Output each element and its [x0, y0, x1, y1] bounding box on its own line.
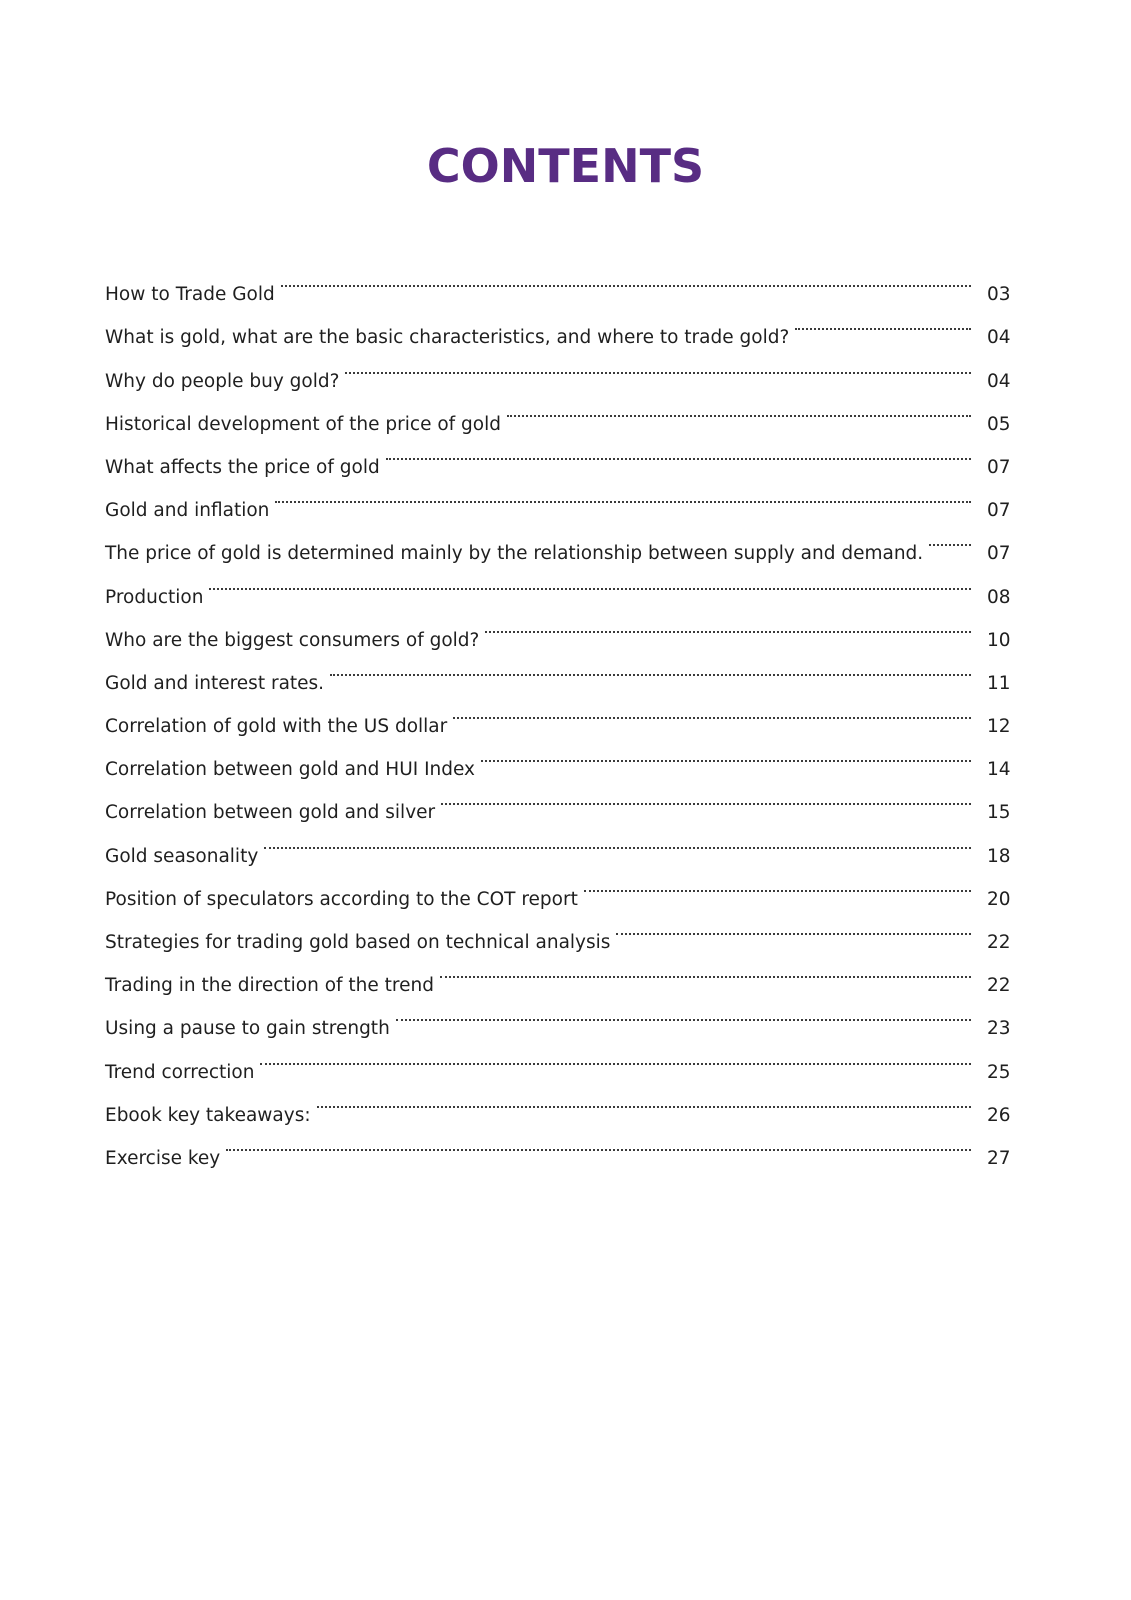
dot-leader — [396, 991, 971, 1034]
toc-entry-page-number: 27 — [987, 1147, 1011, 1169]
dot-leader — [209, 559, 971, 602]
toc-entry-label: The price of gold is determined mainly by the relationship between supply and demand. — [105, 543, 924, 565]
toc-entry-page-number: 07 — [987, 543, 1011, 565]
toc-entry-page-number: 08 — [987, 586, 1011, 608]
toc-entry-label: Ebook key takeaways: — [105, 1104, 311, 1126]
dot-leader — [453, 689, 971, 732]
toc-entry-page-number: 25 — [987, 1061, 1011, 1083]
dot-leader — [929, 516, 971, 559]
dot-leader — [281, 257, 971, 300]
dot-leader — [507, 387, 971, 430]
toc-entry-label: Correlation between gold and silver — [105, 802, 436, 824]
page-title: CONTENTS — [426, 139, 705, 193]
toc-entry[interactable] — [105, 603, 1025, 651]
toc-entry[interactable] — [105, 1121, 1025, 1169]
toc-entry-page-number: 12 — [987, 716, 1011, 738]
toc-entry-label: What is gold, what are the basic characteristics, and where to trade gold? — [105, 327, 790, 349]
toc-entry-label: Gold and inflation — [105, 500, 270, 522]
toc-entry-label: Production — [105, 586, 204, 608]
toc-entry-label: Exercise key — [105, 1147, 221, 1169]
toc-entry-page-number: 15 — [987, 802, 1011, 824]
dot-leader — [264, 818, 971, 861]
toc-entry-page-number: 10 — [987, 629, 1011, 651]
toc-entry-label: Trend correction — [105, 1061, 255, 1083]
dot-leader — [481, 732, 971, 775]
toc-entry-page-number: 04 — [987, 370, 1011, 392]
toc-entry-label: Position of speculators according to the COT report — [105, 888, 578, 910]
toc-entry-label: How to Trade Gold — [105, 284, 275, 306]
toc-entry-label: What affects the price of gold — [105, 456, 380, 478]
dot-leader — [317, 1078, 971, 1121]
toc-entry[interactable] — [105, 257, 1025, 306]
dot-leader — [485, 603, 971, 646]
toc-entry-label: Why do people buy gold? — [105, 370, 340, 392]
toc-entry-page-number: 18 — [987, 845, 1011, 867]
toc-entry-page-number: 20 — [987, 888, 1011, 910]
toc-entry-label: Correlation of gold with the US dollar — [105, 716, 448, 738]
toc-entry-page-number: 22 — [987, 975, 1011, 997]
toc-entry[interactable] — [105, 559, 1025, 608]
toc-entry-page-number: 23 — [987, 1018, 1011, 1040]
toc-entry-label: Who are the biggest consumers of gold? — [105, 629, 480, 651]
toc-entry-page-number: 05 — [987, 413, 1011, 435]
toc-entry-label: Gold seasonality — [105, 845, 259, 867]
toc-entry-label: Strategies for trading gold based on technical analysis — [105, 932, 611, 953]
dot-leader — [260, 1034, 971, 1077]
dot-leader — [275, 473, 971, 516]
dot-leader — [440, 948, 971, 991]
toc-entry-label: Historical development of the price of gold — [105, 413, 501, 435]
toc-entry-page-number: 07 — [987, 500, 1011, 522]
dot-leader — [330, 646, 971, 689]
dot-leader — [795, 300, 971, 343]
toc-entry-label: Correlation between gold and HUI Index — [105, 759, 475, 781]
toc-entry-page-number: 07 — [987, 456, 1011, 478]
dot-leader — [345, 343, 971, 386]
toc-entry-page-number: 04 — [987, 327, 1011, 349]
toc-entry-page-number: 22 — [987, 932, 1011, 953]
toc-entry-page-number: 11 — [987, 672, 1011, 694]
toc-entry-label: Trading in the direction of the trend — [105, 975, 434, 997]
dot-leader — [616, 905, 971, 948]
dot-leader — [584, 862, 971, 905]
toc-entry-page-number: 26 — [987, 1104, 1011, 1126]
dot-leader — [441, 775, 971, 818]
toc-entry-page-number: 03 — [987, 284, 1011, 306]
toc-entry-label: Using a pause to gain strength — [105, 1018, 390, 1040]
toc-entry-page-number: 14 — [987, 759, 1011, 781]
dot-leader — [226, 1121, 971, 1164]
table-of-contents — [105, 257, 1025, 1169]
dot-leader — [386, 430, 971, 473]
toc-entry-label: Gold and interest rates. — [105, 672, 325, 694]
